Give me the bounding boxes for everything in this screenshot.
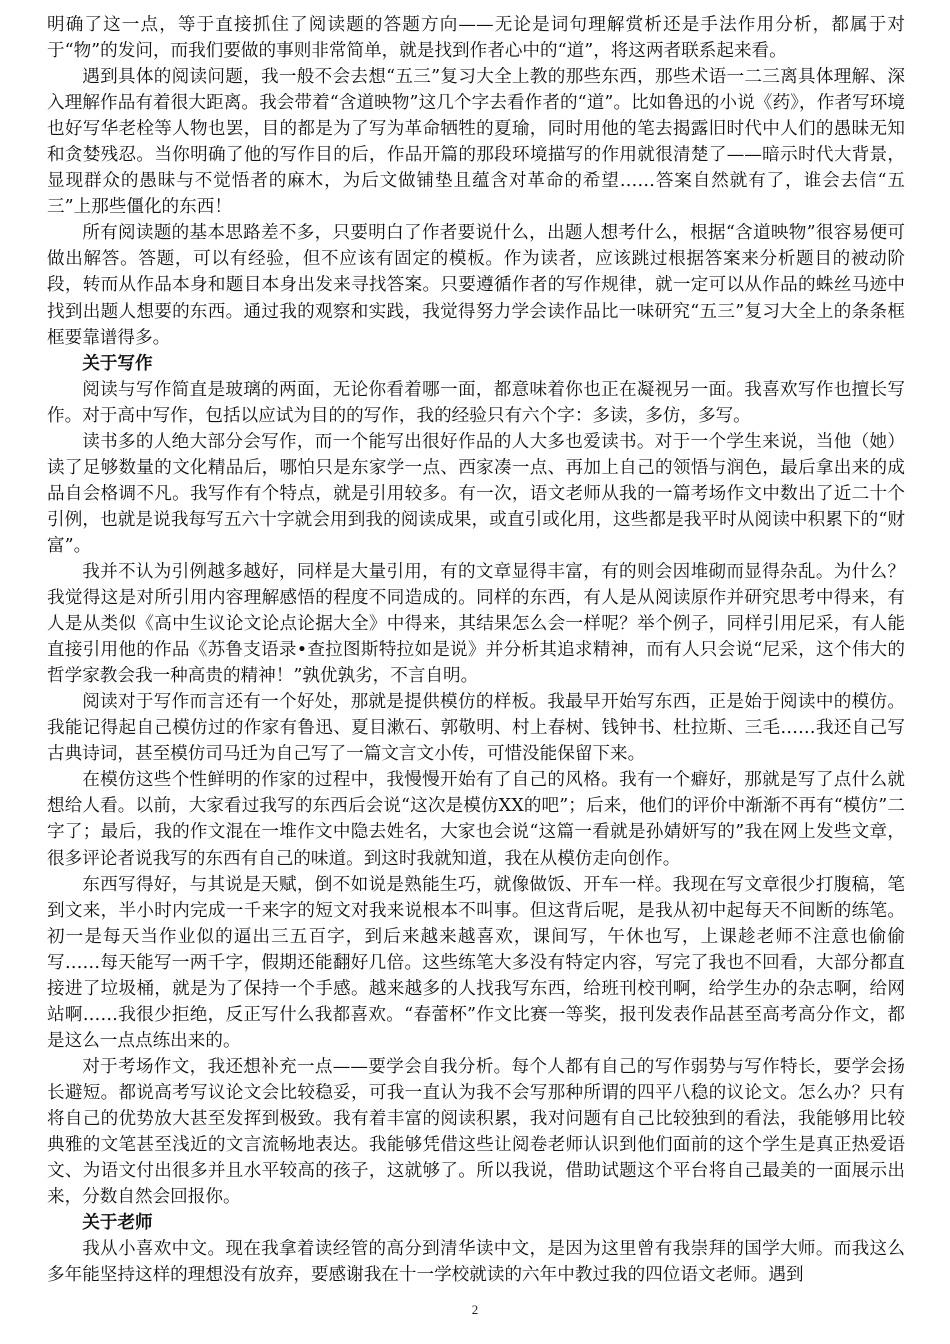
paragraph: 读书多的人绝大部分会写作，而一个能写出很好作品的人大多也爱读书。对于一个学生来说，当他（她）读了足够数量的文化精品后，哪怕只是东家学一点、西家凑一点、再加上自己的领悟与润色，最后拿出来的成品自会格调不凡。我写作有个特点，就是引用较多。有一次，语文老师从我的一篇考场作文中数出了近二十个引例，也就是说我每写五六十字就会用到我的阅读成果，或直引或化用，这些都是我平时从阅读中积累下的“财富”。 — [47, 431, 905, 556]
paragraph: 我从小喜欢中文。现在我拿着读经管的高分到清华读中文，是因为这里曾有我崇拜的国学大师。而我这么多年能坚持这样的理想没有放弃，要感谢我在十一学校就读的六年中教过我的四位语文老师。遇到 — [47, 1239, 905, 1286]
page-number: 2 — [471, 1302, 479, 1317]
section-heading-teachers: 关于老师 — [82, 1213, 153, 1234]
paragraph: 我并不认为引例越多越好，同样是大量引用，有的文章显得丰富，有的则会因堆砌而显得杂乱。为什么？我觉得这是对所引用内容理解感悟的程度不同造成的。同样的东西，有人是从阅读原作并研究思考中得来，有人是从类似《高中生议论文论点论据大全》中得来，其结果怎么会一样呢？举个例子，同样引用尼采，有人能直接引用他的作品《苏鲁支语录•查拉图斯特拉如是说》并分析其追求精神，而有人只会说“尼采，这个伟大的哲学家教会我一种高贵的精神！”孰优孰劣，不言自明。 — [47, 561, 905, 687]
paragraph: 遇到具体的阅读问题，我一般不会去想“五三”复习大全上教的那些东西，那些术语一二三离具体理解、深入理解作品有着很大距离。我会带着“含道映物”这几个字去看作者的“道”。比如鲁迅的小说《药》，作者写环境也好写华老栓等人物也罢，目的都是为了写为革命牺牲的夏瑜，同时用他的笔去揭露旧时代中人们的愚昧无知和贪婪残忍。当你明确了他的写作目的后，作品开篇的那段环境描写的作用就很清楚了——暗示时代大背景，显现群众的愚昧与不觉悟者的麻木，为后文做铺垫且蕴含对革命的希望……答案自然就有了，谁会去信“五三”上那些僵化的东西！ — [47, 67, 905, 218]
paragraph: 在模仿这些个性鲜明的作家的过程中，我慢慢开始有了自己的风格。我有一个癖好，那就是写了点什么就想给人看。以前，大家看过我写的东西后会说“这次是模仿XX的吧”；后来，他们的评价中渐渐不再有“模仿”二字了；最后，我的作文混在一堆作文中隐去姓名，大家也会说“这篇一看就是孙婧妍写的”我在网上发些文章，很多评论者说我写的东西有自己的味道。到这时我就知道，我在从模仿走向创作。 — [47, 770, 905, 869]
paragraph: 明确了这一点，等于直接抓住了阅读题的答题方向——无论是词句理解赏析还是手法作用分析，都属于对于“物”的发问，而我们要做的事则非常简单，就是找到作者心中的“道”，将这两者联系起来看。 — [47, 15, 905, 62]
document-page — [47, 12, 905, 1288]
section-heading-writing: 关于写作 — [82, 353, 153, 374]
paragraph: 对于考场作文，我还想补充一点——要学会自我分析。每个人都有自己的写作弱势与写作特长，要学会扬长避短。都说高考写议论文会比较稳妥，可我一直认为我不会写那种所谓的四平八稳的议论文。怎么办？只有将自己的优势放大甚至发挥到极致。我有着丰富的阅读积累，我对问题有自己比较独到的看法，我能够用比较典雅的文笔甚至浅近的文言流畅地表达。我能够凭借这些让阅卷老师认识到他们面前的这个学生是真正热爱语文、为语文付出很多并且水平较高的孩子，这就够了。所以我说，借助试题这个平台将自己最美的一面展示出来，分数自然会回报你。 — [47, 1056, 905, 1208]
paragraph: 阅读对于写作而言还有一个好处，那就是提供模仿的样板。我最早开始写东西，正是始于阅读中的模仿。我能记得起自己模仿过的作家有鲁迅、夏目漱石、郭敬明、村上春树、钱钟书、杜拉斯、三毛……我还自己写古典诗词，甚至模仿司马迁为自己写了一篇文言文小传，可惜没能保留下来。 — [47, 692, 905, 765]
paragraph: 东西写得好，与其说是天赋，倒不如说是熟能生巧，就像做饭、开车一样。我现在写文章很少打腹稿，笔到文来，半小时内完成一千来字的短文对我来说根本不叫事。但这背后呢，是我从初中起每天不间断的练笔。初一是每天当作业似的逼出三五百字，到后来越来越喜欢，课间写，午休也写，上课趁老师不注意也偷偷写……每天能写一两千字，假期还能翻好几倍。这些练笔大多没有特定内容，写完了我也不回看，大部分都直接进了垃圾桶，就是为了保持一个手感。越来越多的人找我写东西，给班刊校刊啊，给学生办的杂志啊，给网站啊……我很少拒绝，反正写什么我都喜欢。“春蕾杯”作文比赛一等奖，报刊发表作品甚至高考高分作文，都是这么一点点练出来的。 — [47, 874, 905, 1051]
paragraph: 阅读与写作简直是玻璃的两面，无论你看着哪一面，都意味着你也正在凝视另一面。我喜欢写作也擅长写作。对于高中写作，包括以应试为目的的写作，我的经验只有六个字：多读，多仿，多写。 — [47, 379, 905, 426]
paragraph: 所有阅读题的基本思路差不多，只要明白了作者要说什么，出题人想考什么，根据“含道映物”很容易便可做出解答。答题，可以有经验，但不应该有固定的模板。作为读者，应该跳过根据答案来分析题目的被动阶段，转而从作品本身和题目本身出发来寻找答案。只要遵循作者的写作规律，就一定可以从作品的蛛丝马迹中找到出题人想要的东西。通过我的观察和实践，我觉得努力学会读作品比一味研究“五三”复习大全上的条条框框要靠谱得多。 — [47, 223, 905, 348]
